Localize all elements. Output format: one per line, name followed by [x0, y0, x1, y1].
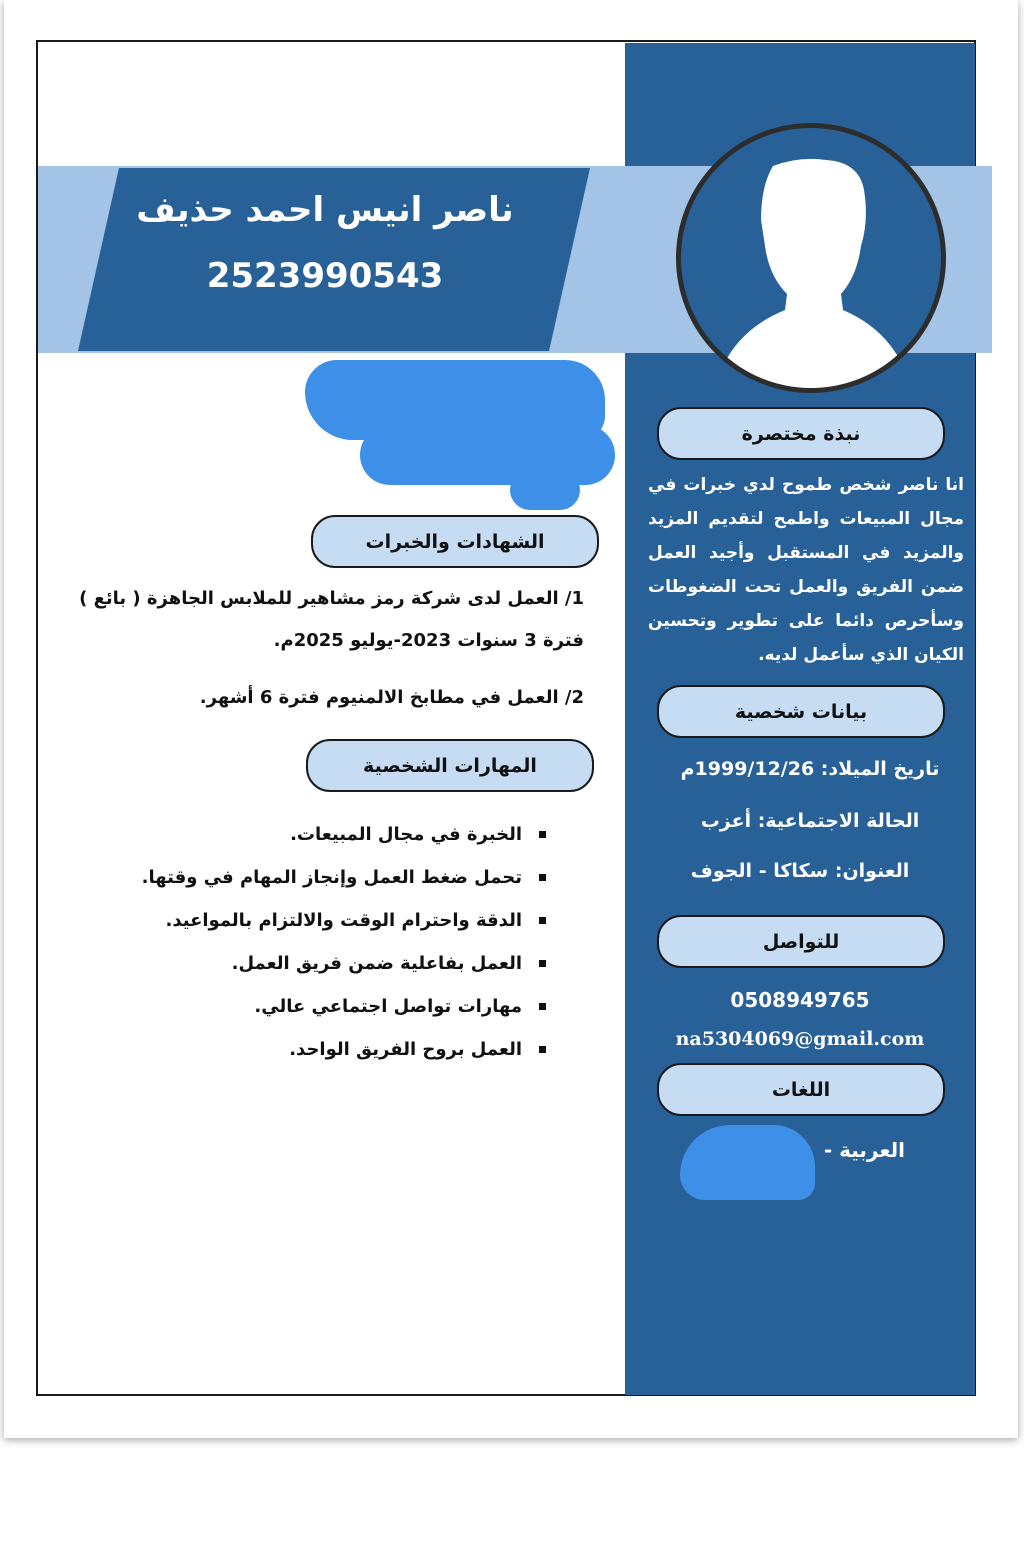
- skill-text: تحمل ضغط العمل وإنجاز المهام في وقتها.: [141, 867, 522, 888]
- skills-heading: المهارات الشخصية: [306, 739, 594, 792]
- list-item: [86, 990, 546, 1033]
- bullet-icon: [539, 874, 546, 881]
- experience-heading: الشهادات والخبرات: [311, 515, 599, 568]
- id-number: 2523990543: [206, 256, 444, 296]
- bullet-icon: [539, 917, 546, 924]
- experience-2: 2/ العمل في مطابخ الالمنيوم فترة 6 أشهر.: [199, 687, 584, 708]
- avatar: [676, 123, 946, 393]
- language-arabic: العربية -: [823, 1138, 905, 1162]
- marital-status: الحالة الاجتماعية: أعزب: [700, 810, 920, 832]
- address: العنوان: سكاكا - الجوف: [690, 860, 910, 882]
- email-address: na5304069@gmail.com: [675, 1028, 925, 1050]
- list-item: [86, 1033, 546, 1076]
- personal-heading: بيانات شخصية: [657, 685, 945, 738]
- skill-text: مهارات تواصل اجتماعي عالي.: [254, 996, 522, 1017]
- bullet-icon: [539, 960, 546, 967]
- list-item: [86, 861, 546, 904]
- bio-text: انا ناصر شخص طموح لدي خبرات في مجال المبيعات واطمح لتقديم المزيد والمزيد في المستقبل وأجيد العمل ضمن الفريق والعمل تحت الضغوطات وسأحرص دائما على تطوير وتحسين الكيان الذي سأعمل لديه.: [648, 475, 964, 665]
- skill-text: الخبرة في مجال المبيعات.: [290, 824, 522, 845]
- skills-list: [86, 818, 546, 1076]
- person-name: ناصر انيس احمد حذيف: [136, 190, 514, 230]
- user-silhouette-icon: [681, 128, 946, 393]
- bullet-icon: [539, 1046, 546, 1053]
- bio-heading: نبذة مختصرة: [657, 407, 945, 460]
- list-item: [86, 818, 546, 861]
- birth-date: تاريخ الميلاد: 1999/12/26م: [680, 758, 940, 780]
- contact-heading: للتواصل: [657, 915, 945, 968]
- skill-text: العمل بفاعلية ضمن فريق العمل.: [231, 953, 522, 974]
- bullet-icon: [539, 831, 546, 838]
- bullet-icon: [539, 1003, 546, 1010]
- phone-number: 0508949765: [730, 988, 870, 1012]
- list-item: [86, 947, 546, 990]
- skill-text: الدقة واحترام الوقت والالتزام بالمواعيد.: [165, 910, 522, 931]
- list-item: [86, 904, 546, 947]
- skill-text: العمل بروح الفريق الواحد.: [289, 1039, 522, 1060]
- languages-heading: اللغات: [657, 1063, 945, 1116]
- experience-1-line2: فترة 3 سنوات 2023-يوليو 2025م.: [273, 630, 584, 651]
- experience-1-line1: 1/ العمل لدى شركة رمز مشاهير للملابس الجاهزة ( بائع ): [79, 588, 584, 609]
